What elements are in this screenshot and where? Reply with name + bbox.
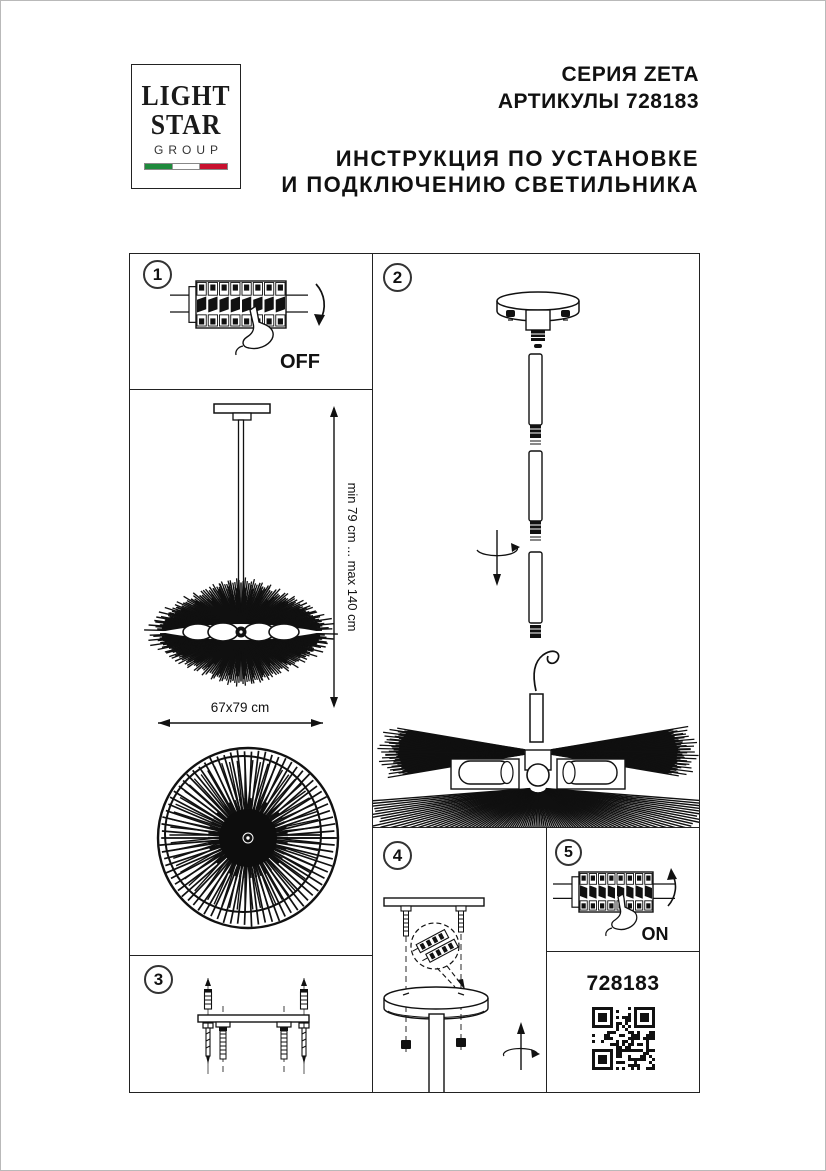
- step-1-panel: [130, 254, 372, 390]
- ceiling-plate: [214, 404, 270, 413]
- logo-word-light: LIGHT: [141, 81, 231, 112]
- step-4-number: 4: [383, 841, 412, 870]
- step-1-number: 1: [143, 260, 172, 289]
- step-3-panel: [130, 956, 372, 1092]
- steps-grid: [129, 253, 700, 1093]
- step-5-number: 5: [555, 839, 582, 866]
- instruction-title-line2: И ПОДКЛЮЧЕНИЮ СВЕТИЛЬНИКА: [281, 172, 699, 197]
- circuit-breaker-drawing: [170, 281, 308, 328]
- rod-section: [529, 552, 542, 638]
- terminal-block-callout: [411, 923, 465, 990]
- logo-word-star: STAR: [150, 110, 222, 141]
- rod-section: [529, 354, 542, 444]
- article-line: АРТИКУЛЫ 728183: [497, 90, 699, 113]
- instruction-title-line1: ИНСТРУКЦИЯ ПО УСТАНОВКЕ: [335, 146, 699, 171]
- rod-section: [529, 451, 542, 540]
- bulb-icon: [208, 623, 238, 641]
- document-header: [281, 61, 699, 198]
- article-qr-panel: [547, 952, 699, 1092]
- rod-assembly-illustration: [373, 254, 699, 828]
- off-label: OFF: [280, 351, 320, 373]
- nut-icon: [401, 1040, 411, 1049]
- screw-icon: [299, 1023, 309, 1064]
- threaded-stud-icon: [277, 1022, 291, 1059]
- logo-word-group: GROUP: [153, 143, 223, 157]
- on-label: ON: [641, 924, 669, 944]
- bulb-icon: [269, 624, 299, 640]
- series-title: СЕРИЯ ZETA: [561, 63, 699, 86]
- step-2-number: 2: [383, 263, 412, 292]
- italian-flag-icon: [144, 163, 228, 170]
- screw-icon: [203, 1023, 213, 1064]
- ball-finial-icon: [527, 764, 549, 786]
- rotate-arrow-icon: [503, 1022, 540, 1070]
- step-4-panel: [373, 828, 547, 1092]
- lamp-stem: [429, 1014, 444, 1092]
- wall-plug-icon: [204, 978, 212, 1009]
- article-number: 728183: [586, 972, 660, 995]
- wire-icon: [534, 651, 559, 691]
- threaded-stud-icon: [401, 906, 411, 936]
- lamp-drawing: [130, 390, 372, 956]
- shade-underside-drawing: [373, 789, 699, 828]
- mounting-bracket: [198, 1015, 309, 1022]
- wall-plug-icon: [300, 978, 308, 1009]
- lightstar-logo: [131, 64, 241, 189]
- lamp-dimensions-panel: [130, 390, 372, 956]
- qr-code: [592, 1007, 655, 1070]
- footprint-label: 67x79 cm: [210, 700, 270, 715]
- step-2-panel: [373, 254, 699, 828]
- rotate-arrow-icon: [477, 530, 520, 586]
- nut-icon: [456, 1038, 466, 1047]
- circuit-breaker-drawing: [553, 872, 675, 912]
- step-3-number: 3: [144, 965, 173, 994]
- step-5-panel: [547, 828, 699, 952]
- ceiling-canopy: [497, 292, 579, 348]
- mounting-bracket: [384, 898, 484, 906]
- lamp-socket-tube: [530, 694, 543, 742]
- threaded-stud-icon: [216, 1022, 230, 1059]
- threaded-stud-icon: [456, 906, 466, 932]
- height-range-label: min 79 cm ... max 140 cm: [345, 482, 360, 632]
